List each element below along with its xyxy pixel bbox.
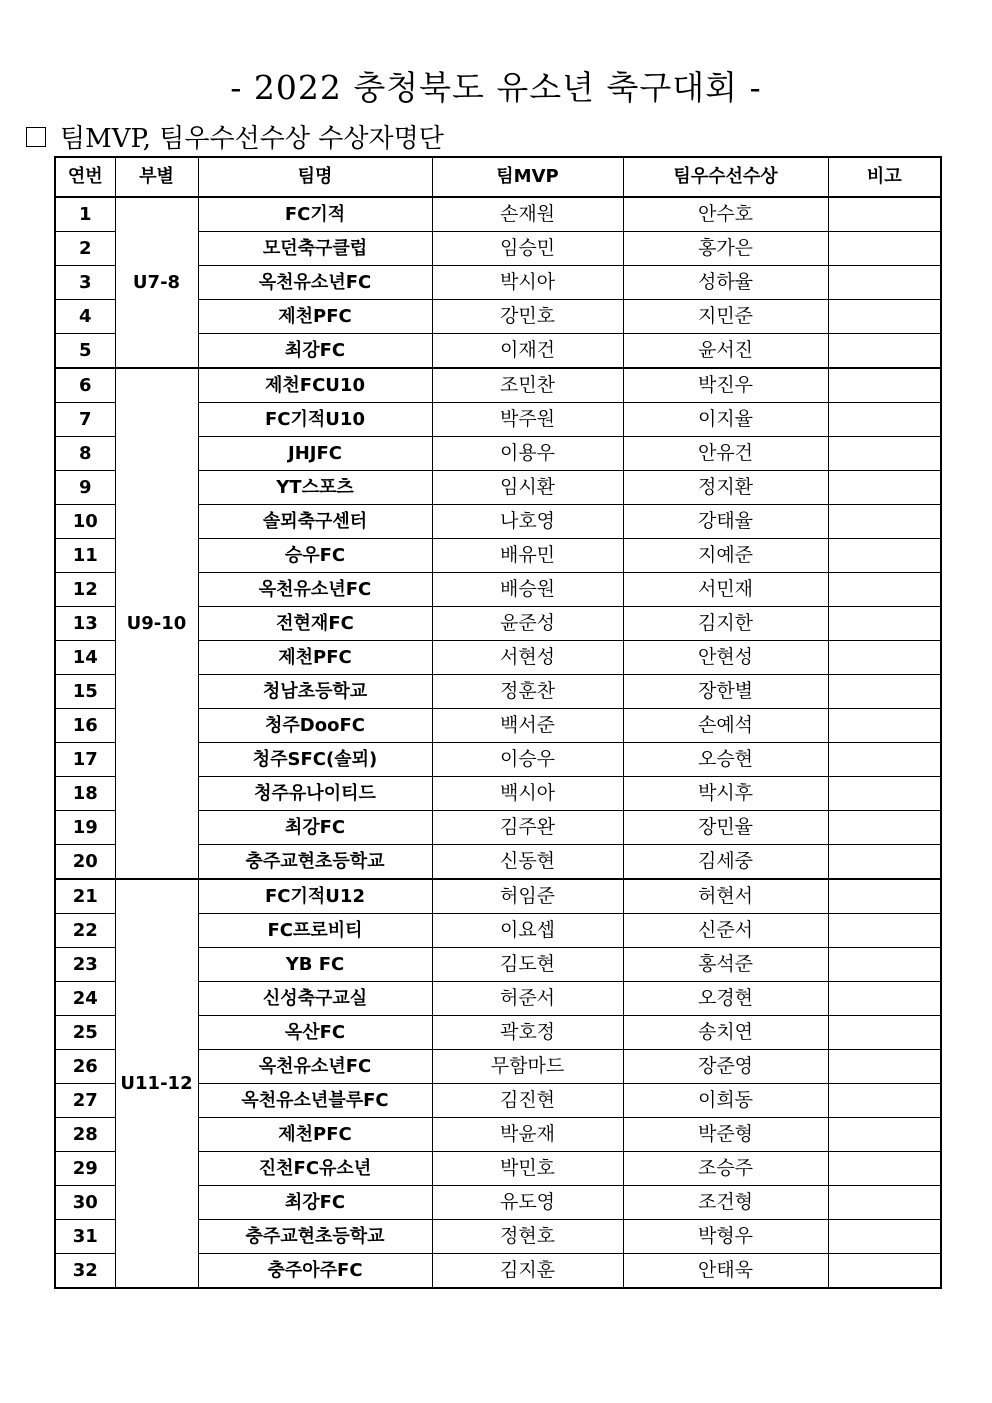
mvp-name: 이용우 bbox=[432, 437, 623, 471]
note-cell bbox=[828, 845, 941, 880]
note-cell bbox=[828, 641, 941, 675]
note-cell bbox=[828, 232, 941, 266]
mvp-name: 이재건 bbox=[432, 334, 623, 369]
best-player-name: 조승주 bbox=[623, 1152, 828, 1186]
team-name: 제천PFC bbox=[198, 1118, 432, 1152]
note-cell bbox=[828, 1254, 941, 1289]
mvp-name: 박민호 bbox=[432, 1152, 623, 1186]
note-cell bbox=[828, 1152, 941, 1186]
row-number: 6 bbox=[55, 368, 115, 403]
header-division: 부별 bbox=[115, 157, 198, 197]
mvp-name: 정훈찬 bbox=[432, 675, 623, 709]
team-name: FC기적U12 bbox=[198, 879, 432, 914]
note-cell bbox=[828, 368, 941, 403]
table-header-row bbox=[55, 157, 941, 197]
best-player-name: 송치연 bbox=[623, 1016, 828, 1050]
row-number: 23 bbox=[55, 948, 115, 982]
mvp-name: 임승민 bbox=[432, 232, 623, 266]
team-name: 충주교현초등학교 bbox=[198, 1220, 432, 1254]
team-name: 옥천유소년블루FC bbox=[198, 1084, 432, 1118]
row-number: 21 bbox=[55, 879, 115, 914]
mvp-name: 박윤재 bbox=[432, 1118, 623, 1152]
checkbox-square-icon bbox=[26, 127, 46, 147]
mvp-name: 김지훈 bbox=[432, 1254, 623, 1289]
mvp-name: 김진현 bbox=[432, 1084, 623, 1118]
note-cell bbox=[828, 266, 941, 300]
best-player-name: 이지율 bbox=[623, 403, 828, 437]
mvp-name: 손재원 bbox=[432, 197, 623, 232]
mvp-name: 무함마드 bbox=[432, 1050, 623, 1084]
award-table bbox=[54, 156, 942, 1289]
best-player-name: 안수호 bbox=[623, 197, 828, 232]
team-name: 최강FC bbox=[198, 811, 432, 845]
note-cell bbox=[828, 505, 941, 539]
mvp-name: 백시아 bbox=[432, 777, 623, 811]
row-number: 2 bbox=[55, 232, 115, 266]
best-player-name: 박진우 bbox=[623, 368, 828, 403]
best-player-name: 지예준 bbox=[623, 539, 828, 573]
best-player-name: 홍석준 bbox=[623, 948, 828, 982]
header-team: 팀명 bbox=[198, 157, 432, 197]
best-player-name: 안태욱 bbox=[623, 1254, 828, 1289]
note-cell bbox=[828, 197, 941, 232]
row-number: 28 bbox=[55, 1118, 115, 1152]
best-player-name: 강태율 bbox=[623, 505, 828, 539]
note-cell bbox=[828, 811, 941, 845]
row-number: 20 bbox=[55, 845, 115, 880]
mvp-name: 강민호 bbox=[432, 300, 623, 334]
best-player-name: 홍가은 bbox=[623, 232, 828, 266]
team-name: JHJFC bbox=[198, 437, 432, 471]
mvp-name: 이요셉 bbox=[432, 914, 623, 948]
note-cell bbox=[828, 675, 941, 709]
header-no: 연번 bbox=[55, 157, 115, 197]
row-number: 9 bbox=[55, 471, 115, 505]
section-heading bbox=[26, 118, 444, 155]
team-name: 솔뫼축구센터 bbox=[198, 505, 432, 539]
row-number: 26 bbox=[55, 1050, 115, 1084]
note-cell bbox=[828, 1084, 941, 1118]
mvp-name: 허준서 bbox=[432, 982, 623, 1016]
team-name: 제천PFC bbox=[198, 641, 432, 675]
row-number: 4 bbox=[55, 300, 115, 334]
note-cell bbox=[828, 777, 941, 811]
best-player-name: 안현성 bbox=[623, 641, 828, 675]
best-player-name: 손예석 bbox=[623, 709, 828, 743]
best-player-name: 김지한 bbox=[623, 607, 828, 641]
team-name: YT스포츠 bbox=[198, 471, 432, 505]
row-number: 17 bbox=[55, 743, 115, 777]
table-body bbox=[55, 197, 941, 1288]
row-number: 16 bbox=[55, 709, 115, 743]
division-cell: U7-8 bbox=[115, 197, 198, 368]
best-player-name: 오승현 bbox=[623, 743, 828, 777]
best-player-name: 박준형 bbox=[623, 1118, 828, 1152]
header-mvp: 팀MVP bbox=[432, 157, 623, 197]
row-number: 31 bbox=[55, 1220, 115, 1254]
mvp-name: 김주완 bbox=[432, 811, 623, 845]
row-number: 5 bbox=[55, 334, 115, 369]
best-player-name: 안유건 bbox=[623, 437, 828, 471]
row-number: 10 bbox=[55, 505, 115, 539]
mvp-name: 나호영 bbox=[432, 505, 623, 539]
note-cell bbox=[828, 334, 941, 369]
team-name: 최강FC bbox=[198, 334, 432, 369]
note-cell bbox=[828, 879, 941, 914]
mvp-name: 정현호 bbox=[432, 1220, 623, 1254]
mvp-name: 유도영 bbox=[432, 1186, 623, 1220]
mvp-name: 허임준 bbox=[432, 879, 623, 914]
table-row bbox=[55, 368, 941, 403]
mvp-name: 배유민 bbox=[432, 539, 623, 573]
note-cell bbox=[828, 573, 941, 607]
division-cell: U9-10 bbox=[115, 368, 198, 879]
section-heading-text: 팀MVP, 팀우수선수상 수상자명단 bbox=[60, 124, 444, 154]
best-player-name: 정지환 bbox=[623, 471, 828, 505]
team-name: 옥천유소년FC bbox=[198, 1050, 432, 1084]
note-cell bbox=[828, 1220, 941, 1254]
mvp-name: 이승우 bbox=[432, 743, 623, 777]
note-cell bbox=[828, 607, 941, 641]
row-number: 18 bbox=[55, 777, 115, 811]
mvp-name: 신동현 bbox=[432, 845, 623, 880]
row-number: 25 bbox=[55, 1016, 115, 1050]
note-cell bbox=[828, 471, 941, 505]
note-cell bbox=[828, 982, 941, 1016]
row-number: 8 bbox=[55, 437, 115, 471]
mvp-name: 백서준 bbox=[432, 709, 623, 743]
row-number: 7 bbox=[55, 403, 115, 437]
mvp-name: 박주원 bbox=[432, 403, 623, 437]
header-best-player: 팀우수선수상 bbox=[623, 157, 828, 197]
team-name: 제천PFC bbox=[198, 300, 432, 334]
row-number: 1 bbox=[55, 197, 115, 232]
best-player-name: 장준영 bbox=[623, 1050, 828, 1084]
header-note: 비고 bbox=[828, 157, 941, 197]
row-number: 22 bbox=[55, 914, 115, 948]
row-number: 3 bbox=[55, 266, 115, 300]
best-player-name: 김세중 bbox=[623, 845, 828, 880]
team-name: 청주유나이티드 bbox=[198, 777, 432, 811]
mvp-name: 서현성 bbox=[432, 641, 623, 675]
mvp-name: 배승원 bbox=[432, 573, 623, 607]
best-player-name: 장민율 bbox=[623, 811, 828, 845]
team-name: FC기적U10 bbox=[198, 403, 432, 437]
note-cell bbox=[828, 914, 941, 948]
row-number: 12 bbox=[55, 573, 115, 607]
best-player-name: 장한별 bbox=[623, 675, 828, 709]
row-number: 11 bbox=[55, 539, 115, 573]
team-name: 청남초등학교 bbox=[198, 675, 432, 709]
note-cell bbox=[828, 403, 941, 437]
note-cell bbox=[828, 948, 941, 982]
team-name: 승우FC bbox=[198, 539, 432, 573]
division-cell: U11-12 bbox=[115, 879, 198, 1288]
team-name: 옥산FC bbox=[198, 1016, 432, 1050]
mvp-name: 임시환 bbox=[432, 471, 623, 505]
best-player-name: 성하율 bbox=[623, 266, 828, 300]
team-name: 진천FC유소년 bbox=[198, 1152, 432, 1186]
note-cell bbox=[828, 743, 941, 777]
team-name: 옥천유소년FC bbox=[198, 573, 432, 607]
best-player-name: 신준서 bbox=[623, 914, 828, 948]
row-number: 30 bbox=[55, 1186, 115, 1220]
mvp-name: 박시아 bbox=[432, 266, 623, 300]
row-number: 19 bbox=[55, 811, 115, 845]
note-cell bbox=[828, 1186, 941, 1220]
team-name: 충주아주FC bbox=[198, 1254, 432, 1289]
table-row bbox=[55, 879, 941, 914]
note-cell bbox=[828, 1118, 941, 1152]
team-name: 모던축구클럽 bbox=[198, 232, 432, 266]
team-name: 최강FC bbox=[198, 1186, 432, 1220]
row-number: 27 bbox=[55, 1084, 115, 1118]
row-number: 32 bbox=[55, 1254, 115, 1289]
mvp-name: 조민찬 bbox=[432, 368, 623, 403]
row-number: 24 bbox=[55, 982, 115, 1016]
note-cell bbox=[828, 709, 941, 743]
note-cell bbox=[828, 1050, 941, 1084]
team-name: 신성축구교실 bbox=[198, 982, 432, 1016]
team-name: 옥천유소년FC bbox=[198, 266, 432, 300]
best-player-name: 박시후 bbox=[623, 777, 828, 811]
best-player-name: 조건형 bbox=[623, 1186, 828, 1220]
row-number: 13 bbox=[55, 607, 115, 641]
team-name: 청주DooFC bbox=[198, 709, 432, 743]
row-number: 14 bbox=[55, 641, 115, 675]
mvp-name: 곽호정 bbox=[432, 1016, 623, 1050]
team-name: FC프로비티 bbox=[198, 914, 432, 948]
note-cell bbox=[828, 300, 941, 334]
best-player-name: 이희동 bbox=[623, 1084, 828, 1118]
mvp-name: 윤준성 bbox=[432, 607, 623, 641]
note-cell bbox=[828, 437, 941, 471]
best-player-name: 지민준 bbox=[623, 300, 828, 334]
note-cell bbox=[828, 1016, 941, 1050]
team-name: 충주교현초등학교 bbox=[198, 845, 432, 880]
best-player-name: 윤서진 bbox=[623, 334, 828, 369]
team-name: YB FC bbox=[198, 948, 432, 982]
best-player-name: 오경현 bbox=[623, 982, 828, 1016]
team-name: 청주SFC(솔뫼) bbox=[198, 743, 432, 777]
table-row bbox=[55, 197, 941, 232]
best-player-name: 허현서 bbox=[623, 879, 828, 914]
row-number: 15 bbox=[55, 675, 115, 709]
team-name: 전현재FC bbox=[198, 607, 432, 641]
team-name: 제천FCU10 bbox=[198, 368, 432, 403]
team-name: FC기적 bbox=[198, 197, 432, 232]
page-title: - 2022 충청북도 유소년 축구대회 - bbox=[230, 68, 762, 107]
mvp-name: 김도현 bbox=[432, 948, 623, 982]
best-player-name: 서민재 bbox=[623, 573, 828, 607]
row-number: 29 bbox=[55, 1152, 115, 1186]
note-cell bbox=[828, 539, 941, 573]
best-player-name: 박형우 bbox=[623, 1220, 828, 1254]
